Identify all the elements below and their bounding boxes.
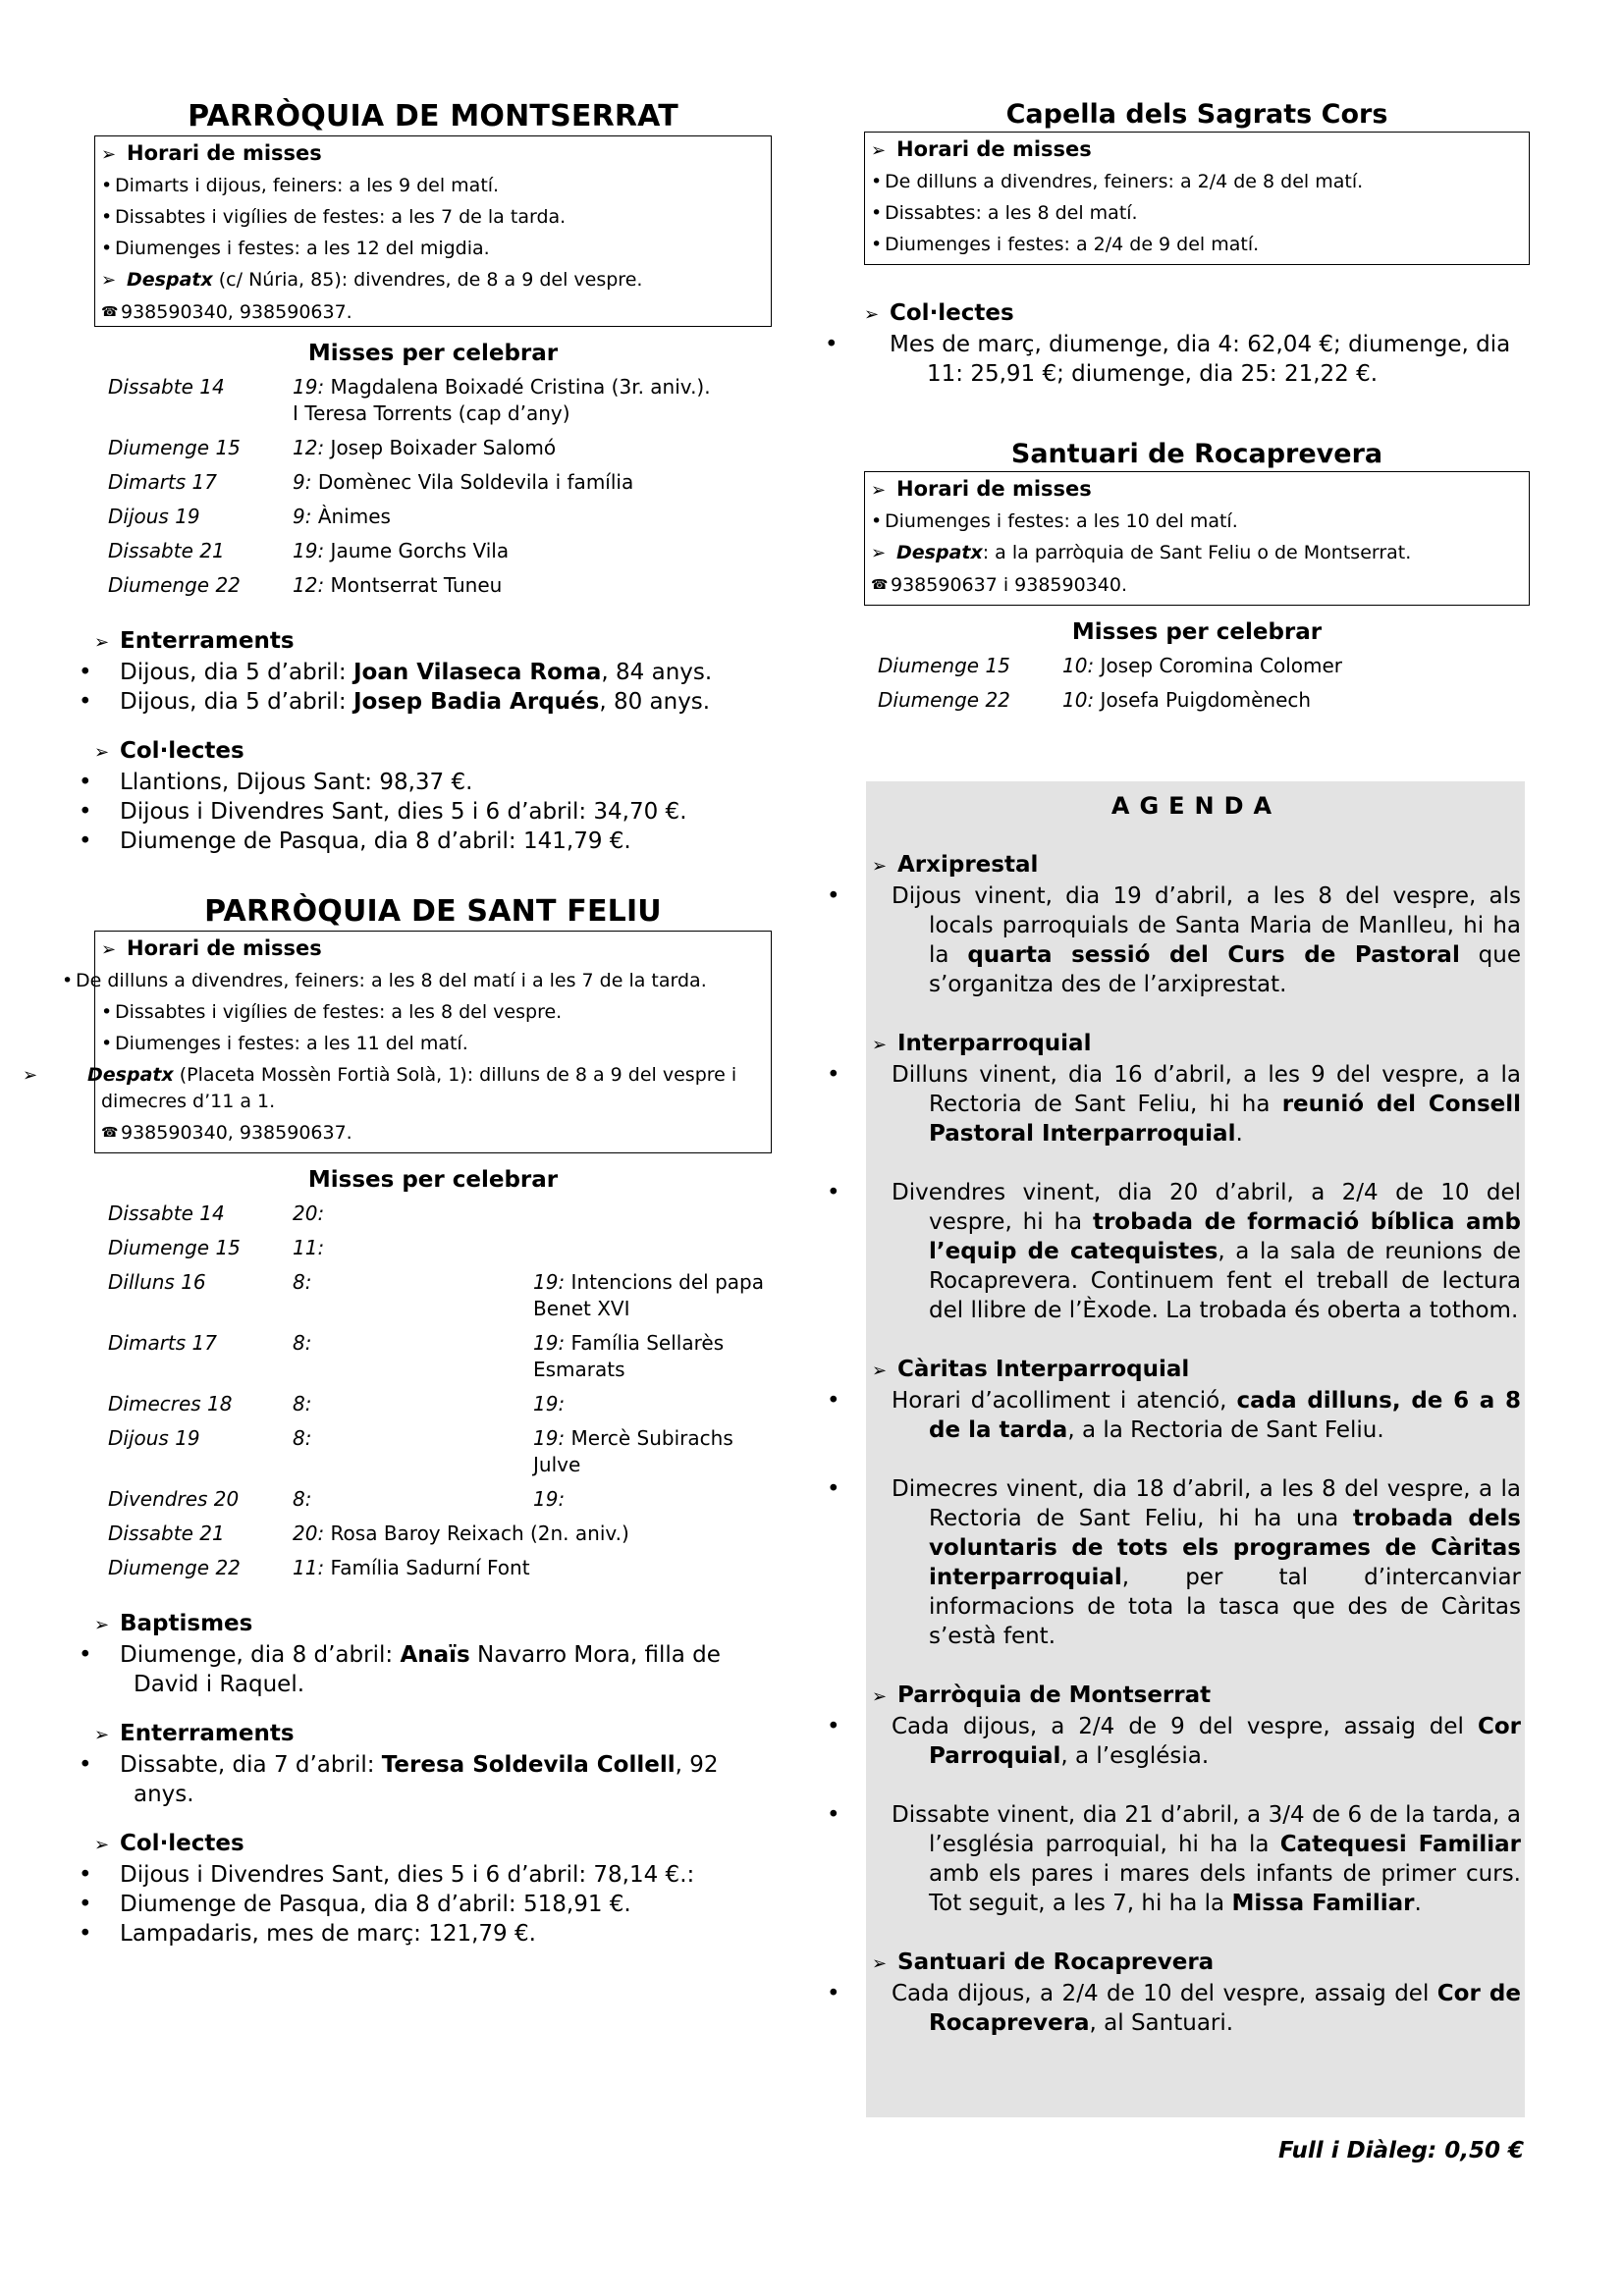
agenda-item: • Horari d’acolliment i atenció, cada dilluns, de 6 a 8 de la tarda, a la Rectoria de Sant Feliu.: [827, 1388, 1522, 1443]
list-item: • Mes de març, diumenge, dia 4: 62,04 €; diumenge, dia 11: 25,91 €; diumenge, dia 25: 21,22 €.: [825, 332, 1511, 387]
bullet-icon: •: [62, 970, 74, 991]
agenda-item: • Dissabte vinent, dia 21 d’abril, a 3/4 de 6 de la tarda, a l’església parroquial, hi ha la Catequesi Familiar amb els pares i mares dels infants de primer curs. Tot seguit, a les 7, hi ha la Missa Familiar.: [827, 1802, 1521, 1916]
horari-line: • Diumenges i festes: a les 10 del matí.: [871, 506, 1523, 537]
bullet-icon: •: [101, 1001, 113, 1023]
arrow-icon: ➢: [872, 856, 888, 877]
bullet-icon: •: [101, 1033, 113, 1054]
bullet-icon: •: [79, 660, 92, 685]
bullet-icon: •: [79, 770, 92, 795]
arrow-icon: ➢: [871, 480, 887, 501]
agenda-panel: [827, 781, 1525, 2117]
table-row: Diumenge 22 10: Josefa Puigdomènech: [878, 688, 1312, 712]
capella-horari-box: [864, 132, 1530, 265]
phone-icon: ☎: [101, 1125, 119, 1141]
arrow-icon: ➢: [101, 144, 117, 165]
horari-heading: Horari de misses: [127, 936, 322, 960]
table-row: Diumenge 15 12: Josep Boixader Salomó: [108, 436, 557, 459]
santfeliu-collectes: ➢ Col·lectes • Dijous i Divendres Sant, dies 5 i 6 d’abril: 78,14 €.: • Diumenge de Pasqua, dia 8 d’abril: 518,91 €. • Lampadaris, mes de març: 121,79 €.: [94, 1829, 772, 1949]
horari-line: • Diumenges i festes: a les 12 del migdia.: [101, 233, 765, 264]
right-column: [825, 98, 1530, 721]
list-item: • Dijous, dia 5 d’abril: Joan Vilaseca Roma, 84 anys.: [79, 660, 713, 685]
bullet-icon: •: [79, 1642, 92, 1668]
despatx-line: ➢ Despatx (Placeta Mossèn Fortià Solà, 1): dilluns de 8 a 9 del vespre i dimecres d’11 a 1.: [23, 1064, 737, 1112]
agenda-section-heading: ➢ Interparroquial: [872, 1029, 1521, 1060]
table-row: Diumenge 22 11: Família Sadurní Font: [108, 1556, 530, 1579]
despatx-label: Despatx: [896, 542, 983, 563]
bullet-icon: •: [827, 1062, 840, 1088]
agenda-section-heading: ➢ Parròquia de Montserrat: [872, 1681, 1521, 1712]
santfeliu-section: [23, 893, 772, 1949]
bullet-icon: •: [825, 332, 839, 357]
table-row: Dijous 19 9: Ànimes: [108, 505, 391, 528]
table-row: Diumenge 15 11:: [108, 1236, 325, 1259]
phone-line: [101, 296, 765, 328]
footer-price: Full i Diàleg: 0,50 €: [1278, 2138, 1524, 2163]
phone-icon: ☎: [101, 304, 119, 320]
horari-heading: Horari de misses: [896, 137, 1092, 161]
capella-title: Capella dels Sagrats Cors: [1005, 99, 1388, 130]
arrow-icon: ➢: [23, 1065, 38, 1086]
montserrat-masses-table: [94, 374, 772, 607]
montserrat-enterraments: ➢ Enterraments • Dijous, dia 5 d’abril: Joan Vilaseca Roma, 84 anys. • Dijous, dia 5 d’abril: Josep Badia Arqués, 80 anys.: [94, 626, 772, 717]
list-item: • Dissabte, dia 7 d’abril: Teresa Soldevila Collell, 92 anys.: [79, 1752, 719, 1807]
arrow-icon: ➢: [871, 140, 887, 161]
list-item: • Diumenge de Pasqua, dia 8 d’abril: 141,79 €.: [79, 828, 631, 854]
agenda-section: [827, 1948, 1521, 2038]
table-row: Diumenge 22 12: Montserrat Tuneu: [108, 573, 503, 597]
arrow-icon: ➢: [94, 742, 110, 763]
bullet-icon: •: [827, 1981, 840, 2006]
rocaprevera-title: Santuari de Rocaprevera: [1010, 439, 1383, 469]
list-item: • Dijous i Divendres Sant, dies 5 i 6 d’abril: 78,14 €.:: [79, 1862, 695, 1888]
santfeliu-baptismes: ➢ Baptismes • Diumenge, dia 8 d’abril: Anaïs Navarro Mora, filla de David i Raquel.: [94, 1609, 772, 1699]
arrow-icon: ➢: [872, 1035, 888, 1055]
agenda-section: [827, 1355, 1522, 1651]
arrow-icon: ➢: [94, 1615, 110, 1635]
agenda-section-heading: ➢ Arxiprestal: [872, 850, 1521, 881]
phone-icon: ☎: [871, 577, 889, 593]
table-row: Dilluns 16 8: 19: Intencions del papa Benet XVI: [108, 1270, 764, 1320]
arrow-icon: ➢: [94, 632, 110, 653]
table-row: Dimarts 17 9: Domènec Vila Soldevila i família: [108, 470, 634, 494]
list-item: • Llantions, Dijous Sant: 98,37 €.: [79, 770, 473, 795]
agenda-item: • Dilluns vinent, dia 16 d’abril, a les 9 del vespre, a la Rectoria de Sant Feliu, hi ha reunió del Consell Pastoral Interparroquial.: [827, 1062, 1521, 1147]
capella-section: [825, 98, 1530, 389]
agenda-item: • Dimecres vinent, dia 18 d’abril, a les 8 del vespre, a la Rectoria de Sant Feliu, hi ha una trobada dels voluntaris de tots els programes de Càritas interparroquial, per tal d’intercanviar informacions de tota la tasca que des de Càritas s’està fent.: [827, 1476, 1521, 1649]
despatx-line: ➢ Despatx: a la parròquia de Sant Feliu o de Montserrat.: [871, 537, 1523, 569]
horari-line: • Dissabtes i vigílies de festes: a les 7 de la tarda.: [101, 201, 765, 233]
phone-numbers: 938590637 i 938590340.: [891, 574, 1127, 596]
bullet-icon: •: [871, 202, 883, 224]
bullet-icon: •: [79, 828, 92, 854]
arrow-icon: ➢: [864, 304, 880, 325]
table-row: Dissabte 21 19: Jaume Gorchs Vila: [108, 539, 510, 562]
agenda-section: [827, 1681, 1521, 1918]
despatx-label: Despatx: [87, 1064, 174, 1086]
misses-title: Misses per celebrar: [1071, 619, 1323, 645]
horari-heading: Horari de misses: [127, 141, 322, 165]
table-row: Diumenge 15 10: Josep Coromina Colomer: [878, 654, 1343, 677]
arrow-icon: ➢: [871, 543, 887, 563]
montserrat-collectes: ➢ Col·lectes • Llantions, Dijous Sant: 98,37 €. • Dijous i Divendres Sant, dies 5 i 6 d’abril: 34,70 €. • Diumenge de Pasqua, dia 8 d’abril: 141,79 €.: [94, 736, 772, 856]
left-column: [23, 98, 772, 1949]
list-item: • Diumenge de Pasqua, dia 8 d’abril: 518,91 €.: [79, 1892, 631, 1917]
phone-numbers: 938590340, 938590637.: [121, 1122, 352, 1144]
phone-line: [101, 1117, 765, 1148]
bullet-icon: •: [101, 206, 113, 228]
montserrat-title: PARRÒQUIA DE MONTSERRAT: [188, 99, 678, 133]
rocaprevera-horari-box: [864, 471, 1530, 606]
bullet-icon: •: [827, 1388, 840, 1414]
bullet-icon: •: [871, 510, 883, 532]
capella-collectes: ➢ Col·lectes • Mes de març, diumenge, dia 4: 62,04 €; diumenge, dia 11: 25,91 €; diumenge, dia 25: 21,22 €.: [864, 298, 1530, 389]
table-row: Dissabte 21 20: Rosa Baroy Reixach (2n. aniv.): [108, 1522, 629, 1545]
agenda-item: • Dijous vinent, dia 19 d’abril, a les 8 del vespre, als locals parroquials de Santa Maria de Manlleu, hi ha la quarta sessió del Curs de Pastoral que s’organitza des de l’arxiprestat.: [827, 883, 1522, 997]
despatx-line: ➢ Despatx (c/ Núria, 85): divendres, de 8 a 9 del vespre.: [101, 264, 765, 296]
list-item: • Dijous, dia 5 d’abril: Josep Badia Arqués, 80 anys.: [79, 689, 711, 715]
horari-heading: Horari de misses: [896, 477, 1092, 501]
agenda-sections: [827, 850, 1522, 2038]
agenda-item: • Cada dijous, a 2/4 de 10 del vespre, assaig del Cor de Rocaprevera, al Santuari.: [827, 1981, 1521, 2036]
horari-line: • De dilluns a divendres, feiners: a les 8 del matí i a les 7 de la tarda.: [62, 970, 707, 991]
rocaprevera-masses-table: [864, 653, 1530, 721]
bullet-icon: •: [827, 1714, 840, 1739]
misses-title: Misses per celebrar: [307, 341, 559, 366]
bullet-icon: •: [871, 171, 883, 192]
list-item: • Dijous i Divendres Sant, dies 5 i 6 d’abril: 34,70 €.: [79, 799, 687, 825]
santfeliu-title: PARRÒQUIA DE SANT FELIU: [204, 894, 662, 929]
agenda-title: AGENDA: [1110, 792, 1282, 820]
montserrat-section: [79, 98, 772, 856]
santfeliu-enterraments: ➢ Enterraments • Dissabte, dia 7 d’abril: Teresa Soldevila Collell, 92 anys.: [94, 1719, 772, 1809]
bullet-icon: •: [827, 1180, 840, 1205]
table-row: Dimarts 17 8: 19: Família Sellarès Esmarats: [108, 1331, 725, 1381]
horari-line: • Diumenges i festes: a les 11 del matí.: [101, 1028, 765, 1059]
arrow-icon: ➢: [872, 1361, 888, 1381]
bullet-icon: •: [827, 1476, 840, 1502]
agenda-section-heading: ➢ Santuari de Rocaprevera: [872, 1948, 1521, 1979]
arrow-icon: ➢: [872, 1686, 888, 1707]
bullet-icon: •: [79, 1862, 92, 1888]
bullet-icon: •: [79, 799, 92, 825]
horari-line: • De dilluns a divendres, feiners: a 2/4 de 8 del matí.: [871, 166, 1523, 197]
agenda-item: • Divendres vinent, dia 20 d’abril, a 2/4 de 10 del vespre, hi ha trobada de formació bíblica amb l’equip de catequistes, a la sala de reunions de Rocaprevera. Continuem fent el treball de lectura del llibre de l’Èxode. La trobada és oberta a tothom.: [827, 1180, 1521, 1323]
phone-numbers: 938590340, 938590637.: [121, 301, 352, 323]
bullet-icon: •: [101, 175, 113, 196]
bullet-icon: •: [79, 1921, 92, 1947]
table-row: Dissabte 14 19: Magdalena Boixadé Cristina (3r. aniv.). I Teresa Torrents (cap d’any): [108, 375, 711, 425]
list-item: • Lampadaris, mes de març: 121,79 €.: [79, 1921, 536, 1947]
horari-line: • Dissabtes: a les 8 del matí.: [871, 197, 1523, 229]
santfeliu-horari-box: [23, 931, 772, 1153]
arrow-icon: ➢: [872, 1953, 888, 1974]
horari-line: • Dimarts i dijous, feiners: a les 9 del matí.: [101, 170, 765, 201]
arrow-icon: ➢: [94, 1835, 110, 1855]
table-row: Dimecres 18 8: 19:: [108, 1392, 566, 1415]
bullet-icon: •: [827, 883, 840, 909]
arrow-icon: ➢: [94, 1725, 110, 1745]
bullet-icon: •: [827, 1802, 840, 1828]
agenda-section: [827, 850, 1522, 999]
rocaprevera-section: [864, 438, 1530, 721]
bullet-icon: •: [79, 1892, 92, 1917]
table-row: Dijous 19 8: 19: Mercè Subirachs Julve: [108, 1426, 733, 1476]
despatx-label: Despatx: [127, 269, 213, 291]
agenda-section-heading: ➢ Càritas Interparroquial: [872, 1355, 1521, 1386]
montserrat-horari-box: [94, 135, 772, 327]
arrow-icon: ➢: [101, 939, 117, 960]
phone-line: [871, 569, 1523, 601]
table-row: Dissabte 14 20:: [108, 1201, 325, 1225]
arrow-icon: ➢: [101, 270, 117, 291]
bullet-icon: •: [101, 238, 113, 259]
bullet-icon: •: [871, 234, 883, 255]
bullet-icon: •: [79, 1752, 92, 1778]
misses-title: Misses per celebrar: [307, 1167, 559, 1193]
list-item: • Diumenge, dia 8 d’abril: Anaïs Navarro Mora, filla de David i Raquel.: [79, 1642, 721, 1697]
santfeliu-masses-table: [94, 1201, 772, 1589]
horari-line: • Diumenges i festes: a 2/4 de 9 del matí.: [871, 229, 1523, 260]
horari-line: • Dissabtes i vigílies de festes: a les 8 del vespre.: [101, 996, 765, 1028]
table-row: Divendres 20 8: 19:: [108, 1487, 566, 1511]
agenda-section: [827, 1029, 1521, 1325]
bullet-icon: •: [79, 689, 92, 715]
agenda-item: • Cada dijous, a 2/4 de 9 del vespre, assaig del Cor Parroquial, a l’església.: [827, 1714, 1521, 1769]
